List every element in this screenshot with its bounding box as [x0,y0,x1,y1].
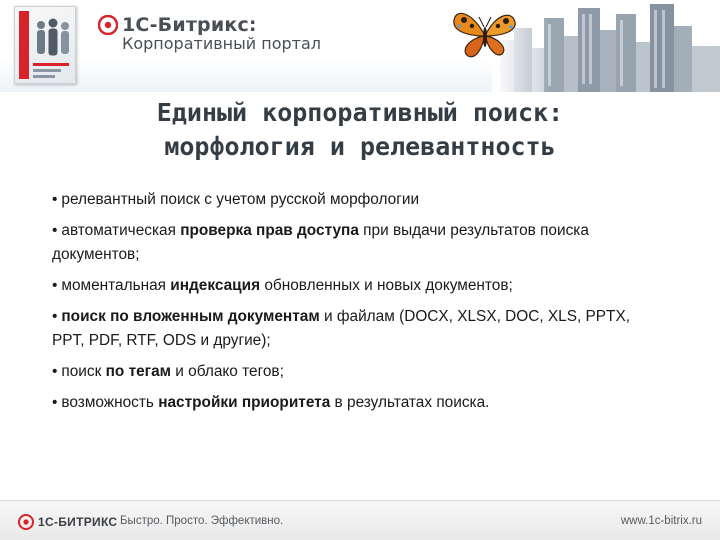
bitrix-footer-logo-icon [18,514,34,530]
footer-slogan: Быстро. Просто. Эффективно. [120,515,284,527]
bullet-text: и облако тегов; [171,363,284,380]
footer-brand: 1С-БИТРИКС [38,515,118,529]
bullet-text: релевантный поиск с учетом русской морфологии [61,191,420,208]
bullet-emphasis: по тегам [105,363,172,380]
bullet-emphasis: настройки приоритета [158,394,331,411]
brand-name: 1С-Битрикс: [122,14,257,36]
bullet-dot: • [52,363,58,380]
bullet-dot: • [52,277,58,294]
bullet-emphasis: проверка прав доступа [180,222,359,239]
bullet-dot: • [52,308,58,325]
list-item [52,274,652,298]
bitrix-logo-icon [98,15,118,35]
feature-list [52,188,652,422]
footer-logo [18,513,117,531]
bullet-emphasis: поиск по вложенным документам [61,308,320,325]
butterfly-icon [452,6,518,62]
bullet-text: возможность [61,394,159,411]
footer-url[interactable]: www.1c-bitrix.ru [620,515,702,527]
slide-title [40,96,680,164]
bullet-text: и файлам (DOCX, XLSX, DOC, XLS, PPTX, PPT, PDF, RTF, ODS и другие); [52,308,631,349]
box-red-band [19,11,29,79]
product-box-icon [14,6,76,84]
slide-title-line1: Единый корпоративный поиск: [156,98,564,127]
list-item [52,188,652,212]
bullet-text: поиск [61,363,106,380]
product-name: Корпоративный портал [122,34,321,53]
slide-title-line2: морфология и релевантность [164,132,556,161]
people-icon [33,17,73,59]
box-label-lines [33,63,71,79]
bullet-text: в результатах поиска. [330,394,490,411]
bullet-dot: • [52,222,58,239]
list-item [52,360,652,384]
city-skyline-icon [492,0,720,92]
slide-header [0,0,720,92]
list-item [52,391,652,415]
bullet-text: при выдачи результатов поиска документов; [52,222,589,263]
slide-footer [0,500,720,540]
list-item [52,219,652,267]
bullet-emphasis: индексация [170,277,261,294]
bullet-text: моментальная [61,277,171,294]
bullet-text: автоматическая [61,222,181,239]
list-item [52,305,652,353]
bullet-dot: • [52,394,58,411]
bullet-text: обновленных и новых документов; [260,277,513,294]
bullet-dot: • [52,191,58,208]
